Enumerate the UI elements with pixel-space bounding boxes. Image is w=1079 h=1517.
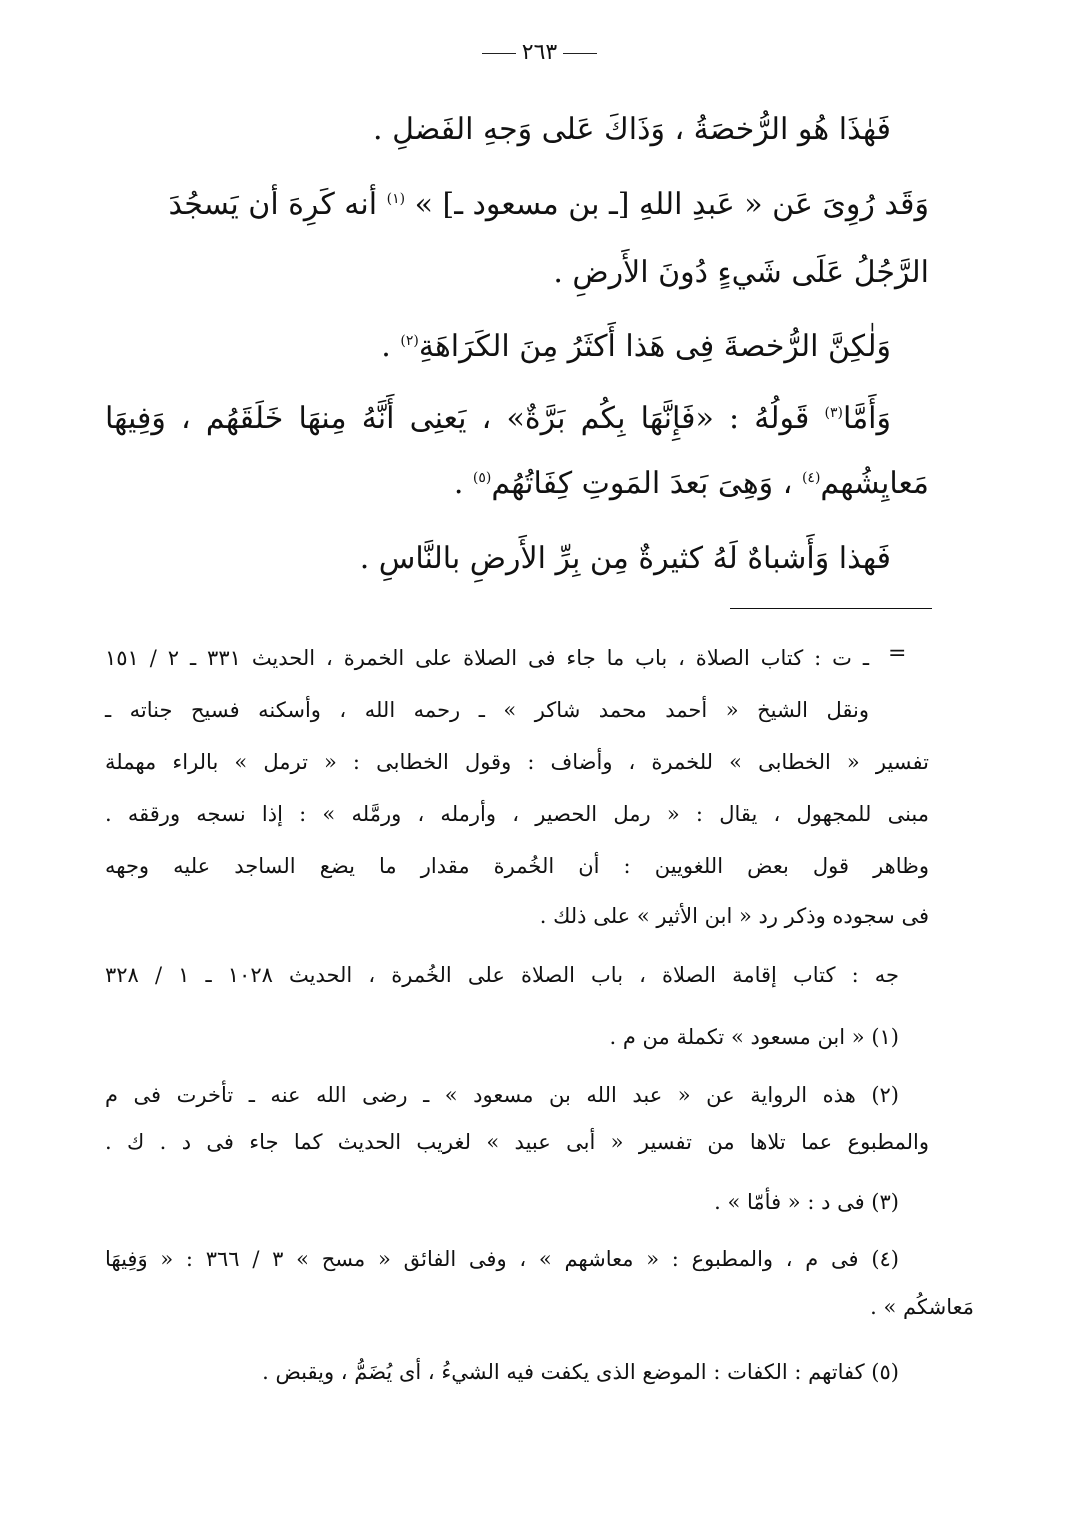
footnote-5: (٥) كفاتهم : الكفات : الموضع الذى يكفت فيه الشيءُ ، أى يُضَمُّ ، ويقبض .: [262, 1360, 899, 1384]
footnote-divider: [730, 608, 932, 609]
footnote-ref: (٣): [824, 405, 843, 421]
continuation-mark: =: [888, 641, 907, 666]
footnote-3: (٣) فى د : « فأمّا » .: [714, 1190, 899, 1214]
main-text-span: فَهذا وَأَشباهٌ لَهُ كثيرةٌ مِن بِرِّ الأَرضِ بالنَّاسِ .: [359, 541, 891, 576]
main-text-span: وَلٰكِنَّ الرُّخصةَ فِى هَذا أَكثَرُ مِنَ الكَرَاهَةِ: [418, 329, 891, 364]
footnote-ref: (٥): [472, 470, 492, 486]
footnote-line: تفسير « الخطابى » للخمرة ، وأضاف : وقول الخطابى : « ترمل » بالراء مهملة: [105, 750, 929, 774]
main-text-line: [381, 325, 891, 369]
footnote-4-line: مَعاشكُم » .: [870, 1295, 974, 1319]
footnote-line: وظاهر قول بعض اللغويين : أن الخُمرة مقدار ما يضع الساجد عليه وجهه: [105, 854, 929, 878]
main-text-span: وَأَمَّا: [842, 401, 891, 436]
footnote-line: فى سجوده وذكر رد « ابن الأثير » على ذلك .: [539, 904, 929, 928]
main-text-span: مَعايِشُهم: [820, 466, 929, 501]
footnote-1: (١) « ابن مسعود » تكملة من م .: [609, 1025, 899, 1049]
main-text-span: .: [381, 329, 391, 364]
main-text-line: [360, 537, 891, 581]
footnote-ref: (١): [386, 191, 406, 207]
main-text-span: قَولُهُ : «فَإِنَّهَا بِكُم بَرَّةٌ» ، يَعنِى أَنَّهُ مِنهَا خَلَقَهُم ، وَفِيهَا: [105, 401, 810, 436]
footnote-ref: (٢): [400, 333, 419, 349]
main-text-line: [373, 108, 891, 152]
footnote-line: ونقل الشيخ « أحمد محمد شاكر » ـ رحمه الله ، وأسكنه فسيح جناته ـ: [105, 698, 869, 722]
main-text-span: .: [453, 466, 464, 501]
main-text-span: ، وَهِىَ بَعدَ المَوتِ كِفَاتُهُم: [491, 466, 793, 501]
main-text-line: [454, 462, 929, 506]
page-number-text: ٢٦٣: [521, 40, 558, 65]
main-text-line: [105, 397, 891, 441]
main-text-line: [553, 251, 929, 295]
footnote-2-line: (٢) هذه الرواية عن « عبد الله بن مسعود » ـ رضى الله عنه ـ تأخرت فى م: [105, 1083, 899, 1107]
main-text-span: الرَّجُلُ عَلَى شَيءٍ دُونَ الأَرضِ .: [553, 255, 929, 290]
footnote-jh: جه : كتاب إقامة الصلاة ، باب الصلاة على الخُمرة ، الحديث ١٠٢٨ ـ ١ / ٣٢٨: [105, 963, 899, 987]
footnote-4-line: (٤) فى م ، والمطبوع : « معاشهم » ، وفى الفائق « مسح » ٣ / ٣٦٦ : « وَفِيهَا: [105, 1247, 899, 1271]
page-number: [0, 40, 1079, 65]
main-text-span: وَقَد رُوِىَ عَن « عَبدِ اللهِ [ـ بن مسعود ـ] »: [414, 187, 929, 222]
main-text-span: فَهٰذَا هُو الرُّخصَةُ ، وَذَاكَ عَلى وَجهِ الفَضلِ .: [373, 112, 891, 147]
page-number-dash: [563, 53, 597, 54]
footnote-line: ـ ت : كتاب الصلاة ، باب ما جاء فى الصلاة على الخمرة ، الحديث ٣٣١ ـ ٢ / ١٥١: [105, 646, 869, 670]
footnote-ref: (٤): [801, 470, 821, 486]
main-text-line: [169, 183, 929, 227]
footnote-line: مبنى للمجهول ، يقال : « رمل الحصير ، وأرمله ، ورمَّله » : إذا نسجه ورققه .: [105, 802, 929, 826]
main-text-span: أنه كَرِهَ أن يَسجُدَ: [168, 187, 378, 222]
page-number-dash: [482, 53, 516, 54]
footnote-2-line: والمطبوع عما تلاها من تفسير « أبى عبيد » لغريب الحديث كما جاء فى د . ك .: [105, 1130, 929, 1154]
